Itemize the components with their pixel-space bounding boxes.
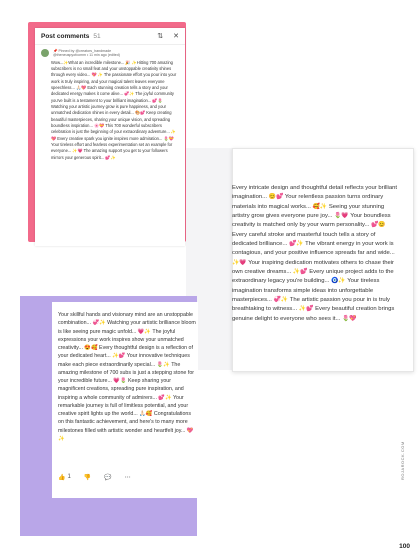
avatar[interactable] <box>41 49 49 57</box>
thumbs-up-icon[interactable]: 👍 <box>58 474 66 481</box>
close-icon[interactable]: ✕ <box>173 33 179 40</box>
comment-text-purple: Your skillful hands and visionary mind are an unstoppable combination... 💞✨ Watching your artistic brilliance bloom is like seeing pure magic unfold... 💗✨ The joyful expressions your work inspires show your unmatched creativity... 😍🥰 Every thoughtful design is a reflection of your dedicated heart... ✨💕 Your innovative techniques make each piece extraordinarily special... 🌷✨ The amazing milestone of 700 subs is just a stepping stone for your incredible future... 💗🌷 Keep sharing your magnificent creations, spreading pure inspiration, and inspiring a whole community of admirers... 💕✨ Your remarkable journey is full of limitless potential, and your creative spirit lights up the world... 🙏🏻🥰 Congratulations on this fantastic achievement, and here's to many more milestones filled with artistic wonder and heartfelt joy... 💖✨ <box>58 312 196 442</box>
comment-meta <box>35 45 185 60</box>
sort-icon[interactable]: ⇅ <box>157 33 164 40</box>
comment-body: Wow...✨What an incredible milestone... 🎉 ✨Hitting 700 amazing subscribers is no small feat and your unstoppable creativity shines through every video... 💖 ✨ The passionate effort you pour into your work is truly inspiring, and your magical talent leaves everyone speechless... 🙏🏻💖 Each stunning creation tells a story and your dedicated energy makes it come alive... 💞✨ The joyful community you've built is a testament to your brilliant imagination... 💕🌷 Watching your artistic journey grow is pure happiness, and your unmatched dedication shines in every detail... 🎨💕 Keep creating beautiful masterpieces, sharing your unique vision, and spreading boundless inspiration... 🌸💝 This 700 wonderful subscribers celebration is just the beginning of your extraordinary adventure... ✨💖 Every creative spark you ignite inspires more admiration... 🌷💝 Your tireless effort and fearless experimentation set an example for everyone... ✨💗 The amazing support you get to your followers mirrors your generous spirit... 💕✨ <box>51 59 177 160</box>
thumbs-down-icon[interactable]: 👎 <box>83 474 92 481</box>
comment-text-right: Every intricate design and thoughtful detail reflects your brilliant imagination... 😊💕 Your relentless passion turns ordinary materials into magical works... 🥰✨ Seeing your stunning artistry grow gives everyone pure joy... 🌷💗 Your boundless creativity is matched only by your warm personality... 💕😊 Every careful stroke and masterful touch tells a story of dedicated brilliance... 💕✨ The vibrant energy in your work is contagious, and your positive influence spreads far and wide... ✨💗 Your inspiring dedication motivates others to chase their own creative dreams... ✨💕 Every unique project adds to the extraordinary legacy you're building... 🧿✨ Your tireless imagination transforms simple ideas into unforgettable masterpieces... 💞✨ The artistic passion you pour in is truly breathtaking to witness... ✨💕 Every beautiful creation brings genuine delight to everyone who sees it... 🌷💖 <box>232 185 398 322</box>
pinned-label: 📌 Pinned by @creators_handmade @theneuspyofcomm • 11 min ago (edited) <box>53 49 120 58</box>
page-number: 100 <box>399 543 410 550</box>
comments-screenshot-card <box>35 28 185 246</box>
comments-title: Post comments <box>41 32 90 40</box>
comments-count: 51 <box>93 32 101 40</box>
brand-watermark: ROJAROCK.COM <box>400 441 405 480</box>
more-icon[interactable]: ⋯ <box>124 474 131 481</box>
comment-actions <box>58 472 188 482</box>
comments-header <box>35 28 185 45</box>
comment-icon[interactable]: 💬 <box>104 474 112 481</box>
like-count: 1 <box>67 474 71 480</box>
